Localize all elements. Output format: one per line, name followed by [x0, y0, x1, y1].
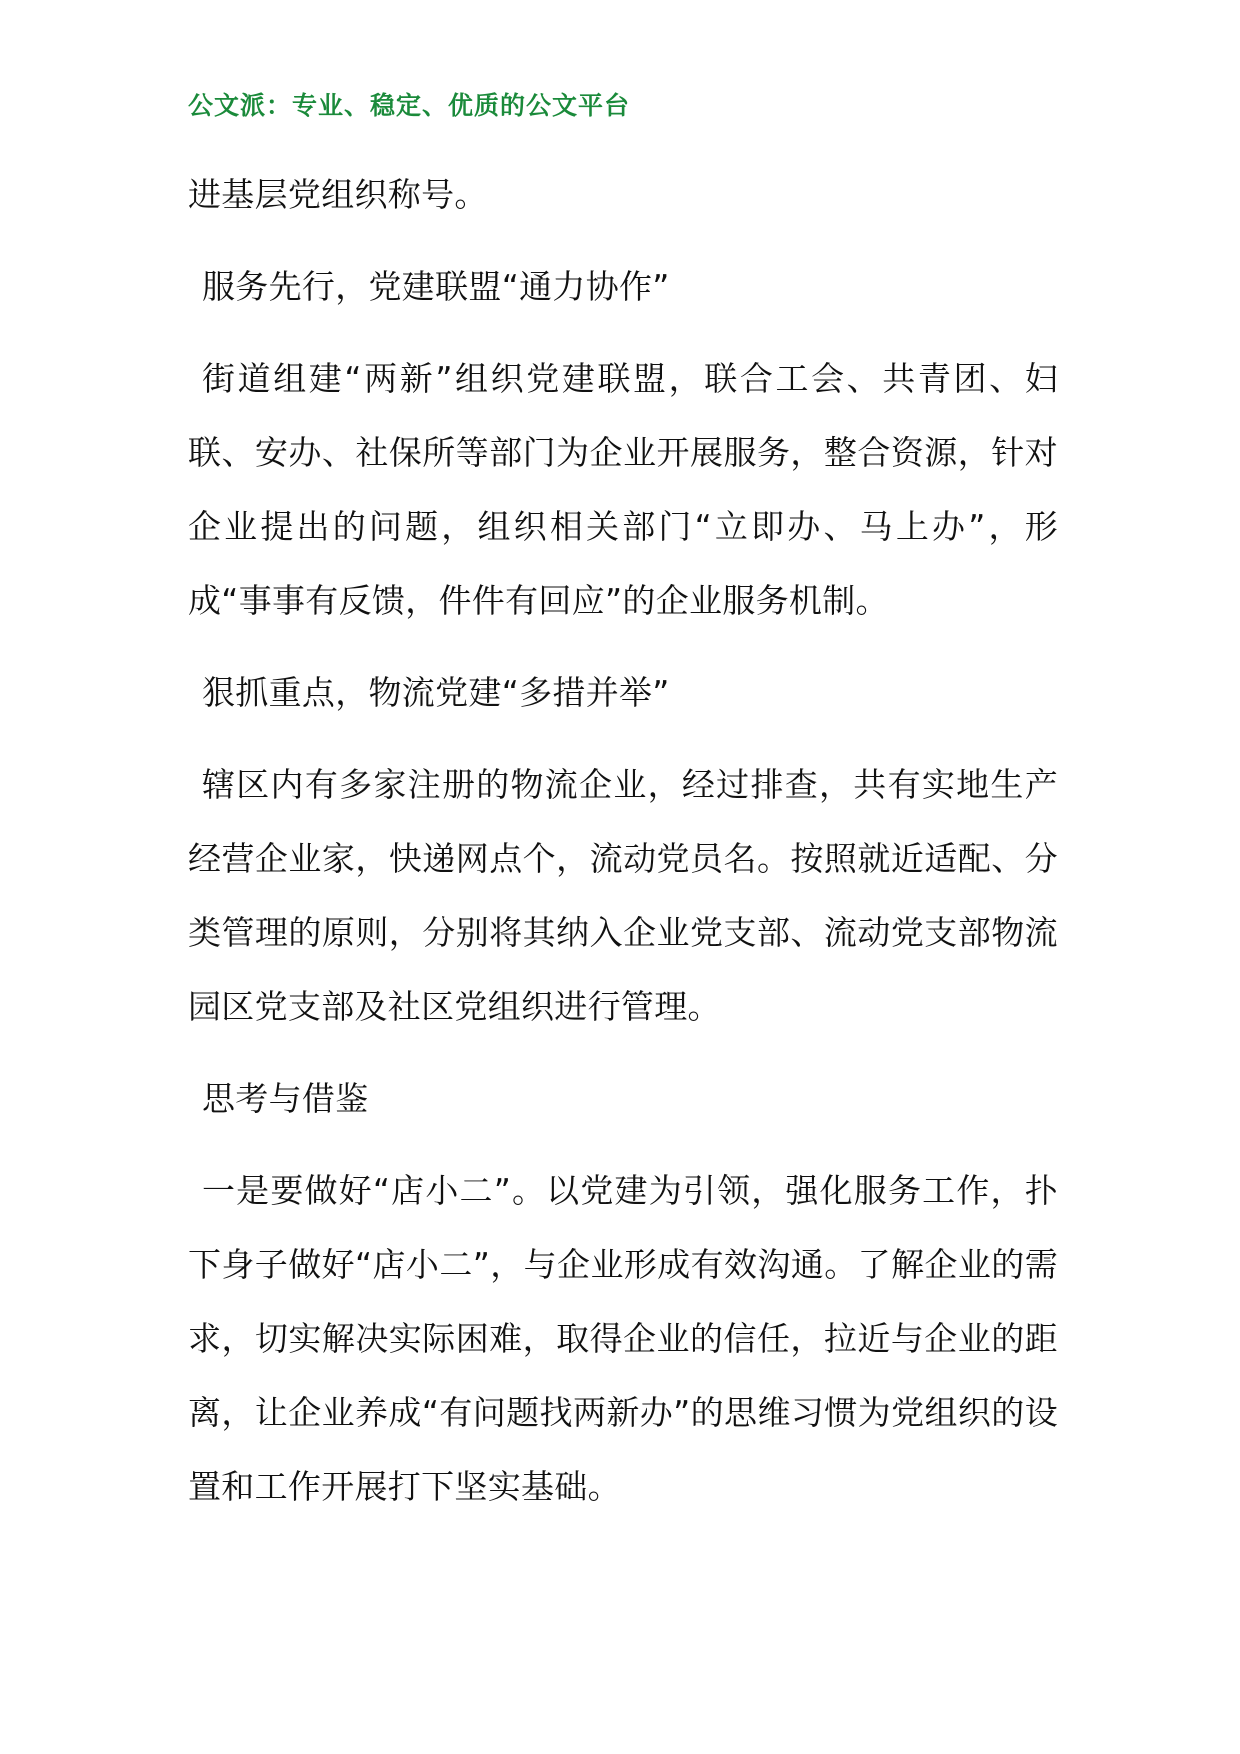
section-heading-reflection: 思考与借鉴: [202, 1079, 369, 1118]
paragraph-gap: [188, 638, 1058, 656]
paragraph-gap: [188, 232, 1058, 250]
paragraph-alliance: 街道组建“两新”组织党建联盟，联合工会、共青团、妇联、安办、社保所等部门为企业开展服务，整合资源，针对企业提出的问题，组织相关部门“立即办、马上办”，形成“事事有反馈，件件有回应”的企业服务机制。: [188, 359, 1058, 620]
document-body: [188, 158, 1058, 1524]
paragraph-gap: [188, 1044, 1058, 1062]
paragraph-gap: [188, 324, 1058, 342]
section-heading-service: 服务先行，党建联盟“通力协作”: [202, 267, 670, 306]
paragraph-continuation: 进基层党组织称号。: [188, 175, 488, 214]
section-heading-logistics: 狠抓重点，物流党建“多措并举”: [202, 673, 670, 712]
paragraph-reflection: 一是要做好“店小二”。以党建为引领，强化服务工作，扑下身子做好“店小二”，与企业形成有效沟通。了解企业的需求，切实解决实际困难，取得企业的信任，拉近与企业的距离，让企业养成“有问题找两新办”的思维习惯为党组织的设置和工作开展打下坚实基础。: [188, 1171, 1058, 1506]
paragraph-logistics: 辖区内有多家注册的物流企业，经过排查，共有实地生产经营企业家，快递网点个，流动党员名。按照就近适配、分类管理的原则，分别将其纳入企业党支部、流动党支部物流园区党支部及社区党组织进行管理。: [188, 765, 1058, 1026]
document-header: 公文派：专业、稳定、优质的公文平台: [188, 91, 631, 120]
paragraph-gap: [188, 730, 1058, 748]
paragraph-gap: [188, 1136, 1058, 1154]
